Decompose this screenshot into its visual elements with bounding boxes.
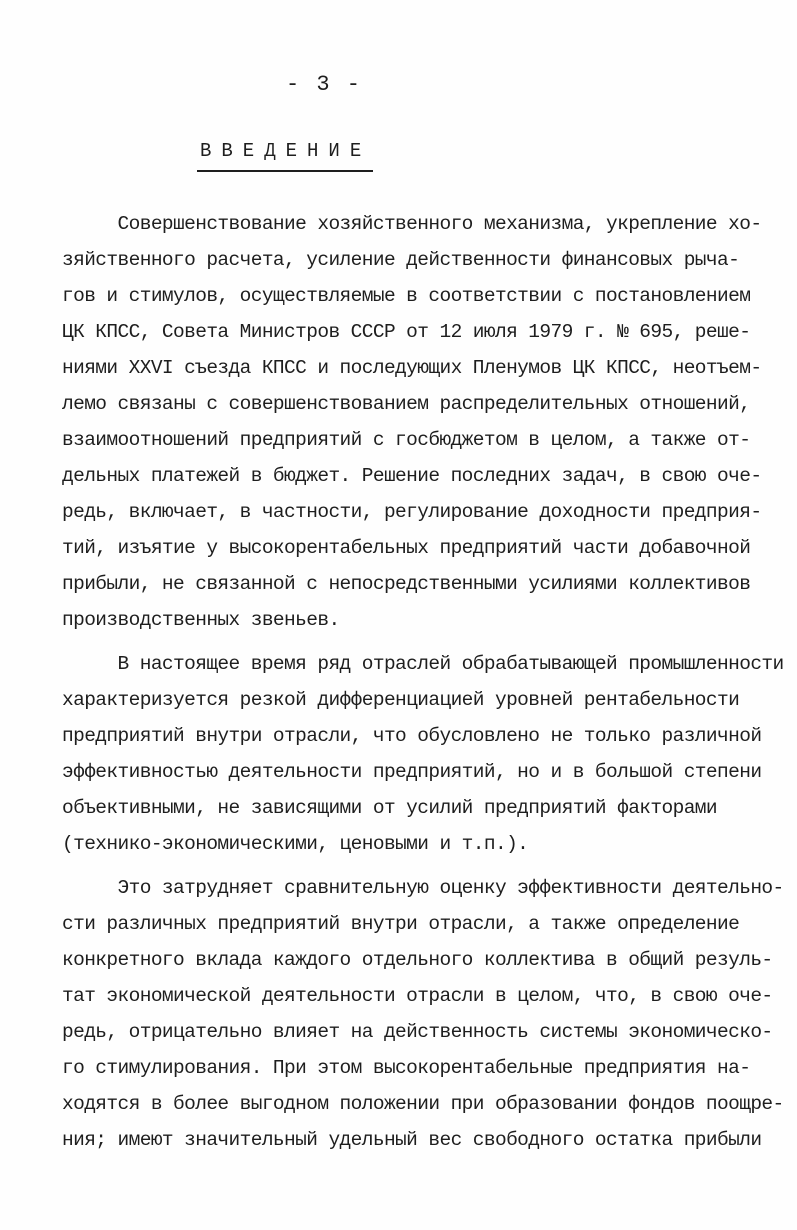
page-heading: ВВЕДЕНИЕ	[200, 140, 372, 162]
text-line: эффективностью деятельности предприятий, но и в большой степени	[62, 761, 762, 783]
text-line: В настоящее время ряд отраслей обрабатывающей промышленности	[62, 653, 784, 675]
paragraph	[62, 206, 762, 638]
text-line: взаимоотношений предприятий с госбюджетом в целом, а также от-	[62, 429, 751, 451]
text-line: конкретного вклада каждого отдельного коллектива в общий резуль-	[62, 949, 773, 971]
text-line: дельных платежей в бюджет. Решение последних задач, в свою оче-	[62, 465, 762, 487]
text-line: ниями XXVI съезда КПСС и последующих Пленумов ЦК КПСС, неотъем-	[62, 357, 762, 379]
text-line: редь, включает, в частности, регулирование доходности предприя-	[62, 501, 762, 523]
text-line: редь, отрицательно влияет на действенность системы экономическо-	[62, 1021, 773, 1043]
text-line: ния; имеют значительный удельный вес свободного остатка прибыли	[62, 1129, 762, 1151]
text-line: зяйственного расчета, усиление действенности финансовых рыча-	[62, 249, 740, 271]
text-line: (технико-экономическими, ценовыми и т.п.).	[62, 833, 529, 855]
body-text	[62, 206, 784, 1158]
page-number: - 3 -	[286, 72, 363, 97]
text-line: Это затрудняет сравнительную оценку эффективности деятельно-	[62, 877, 784, 899]
paragraph	[62, 870, 784, 1158]
text-line: Совершенствование хозяйственного механизма, укрепление хо-	[62, 213, 762, 235]
text-line: го стимулирования. При этом высокорентабельные предприятия на-	[62, 1057, 751, 1079]
text-line: предприятий внутри отрасли, что обусловлено не только различной	[62, 725, 762, 747]
text-line: ходятся в более выгодном положении при образовании фондов поощре-	[62, 1093, 784, 1115]
text-line: тат экономической деятельности отрасли в целом, что, в свою оче-	[62, 985, 773, 1007]
text-line: характеризуется резкой дифференциацией уровней рентабельности	[62, 689, 740, 711]
text-line: ЦК КПСС, Совета Министров СССР от 12 июля 1979 г. № 695, реше-	[62, 321, 751, 343]
text-line: гов и стимулов, осуществляемые в соответствии с постановлением	[62, 285, 751, 307]
text-line: объективными, не зависящими от усилий предприятий факторами	[62, 797, 718, 819]
text-line: производственных звеньев.	[62, 609, 340, 631]
text-line: тий, изъятие у высокорентабельных предприятий части добавочной	[62, 537, 751, 559]
text-line: лемо связаны с совершенствованием распределительных отношений,	[62, 393, 751, 415]
paragraph-gap	[62, 638, 762, 646]
heading-underline	[197, 170, 373, 172]
paragraph	[62, 646, 784, 862]
paragraph-gap	[62, 862, 762, 870]
text-line: сти различных предприятий внутри отрасли, а также определение	[62, 913, 740, 935]
text-line: прибыли, не связанной с непосредственными усилиями коллективов	[62, 573, 751, 595]
